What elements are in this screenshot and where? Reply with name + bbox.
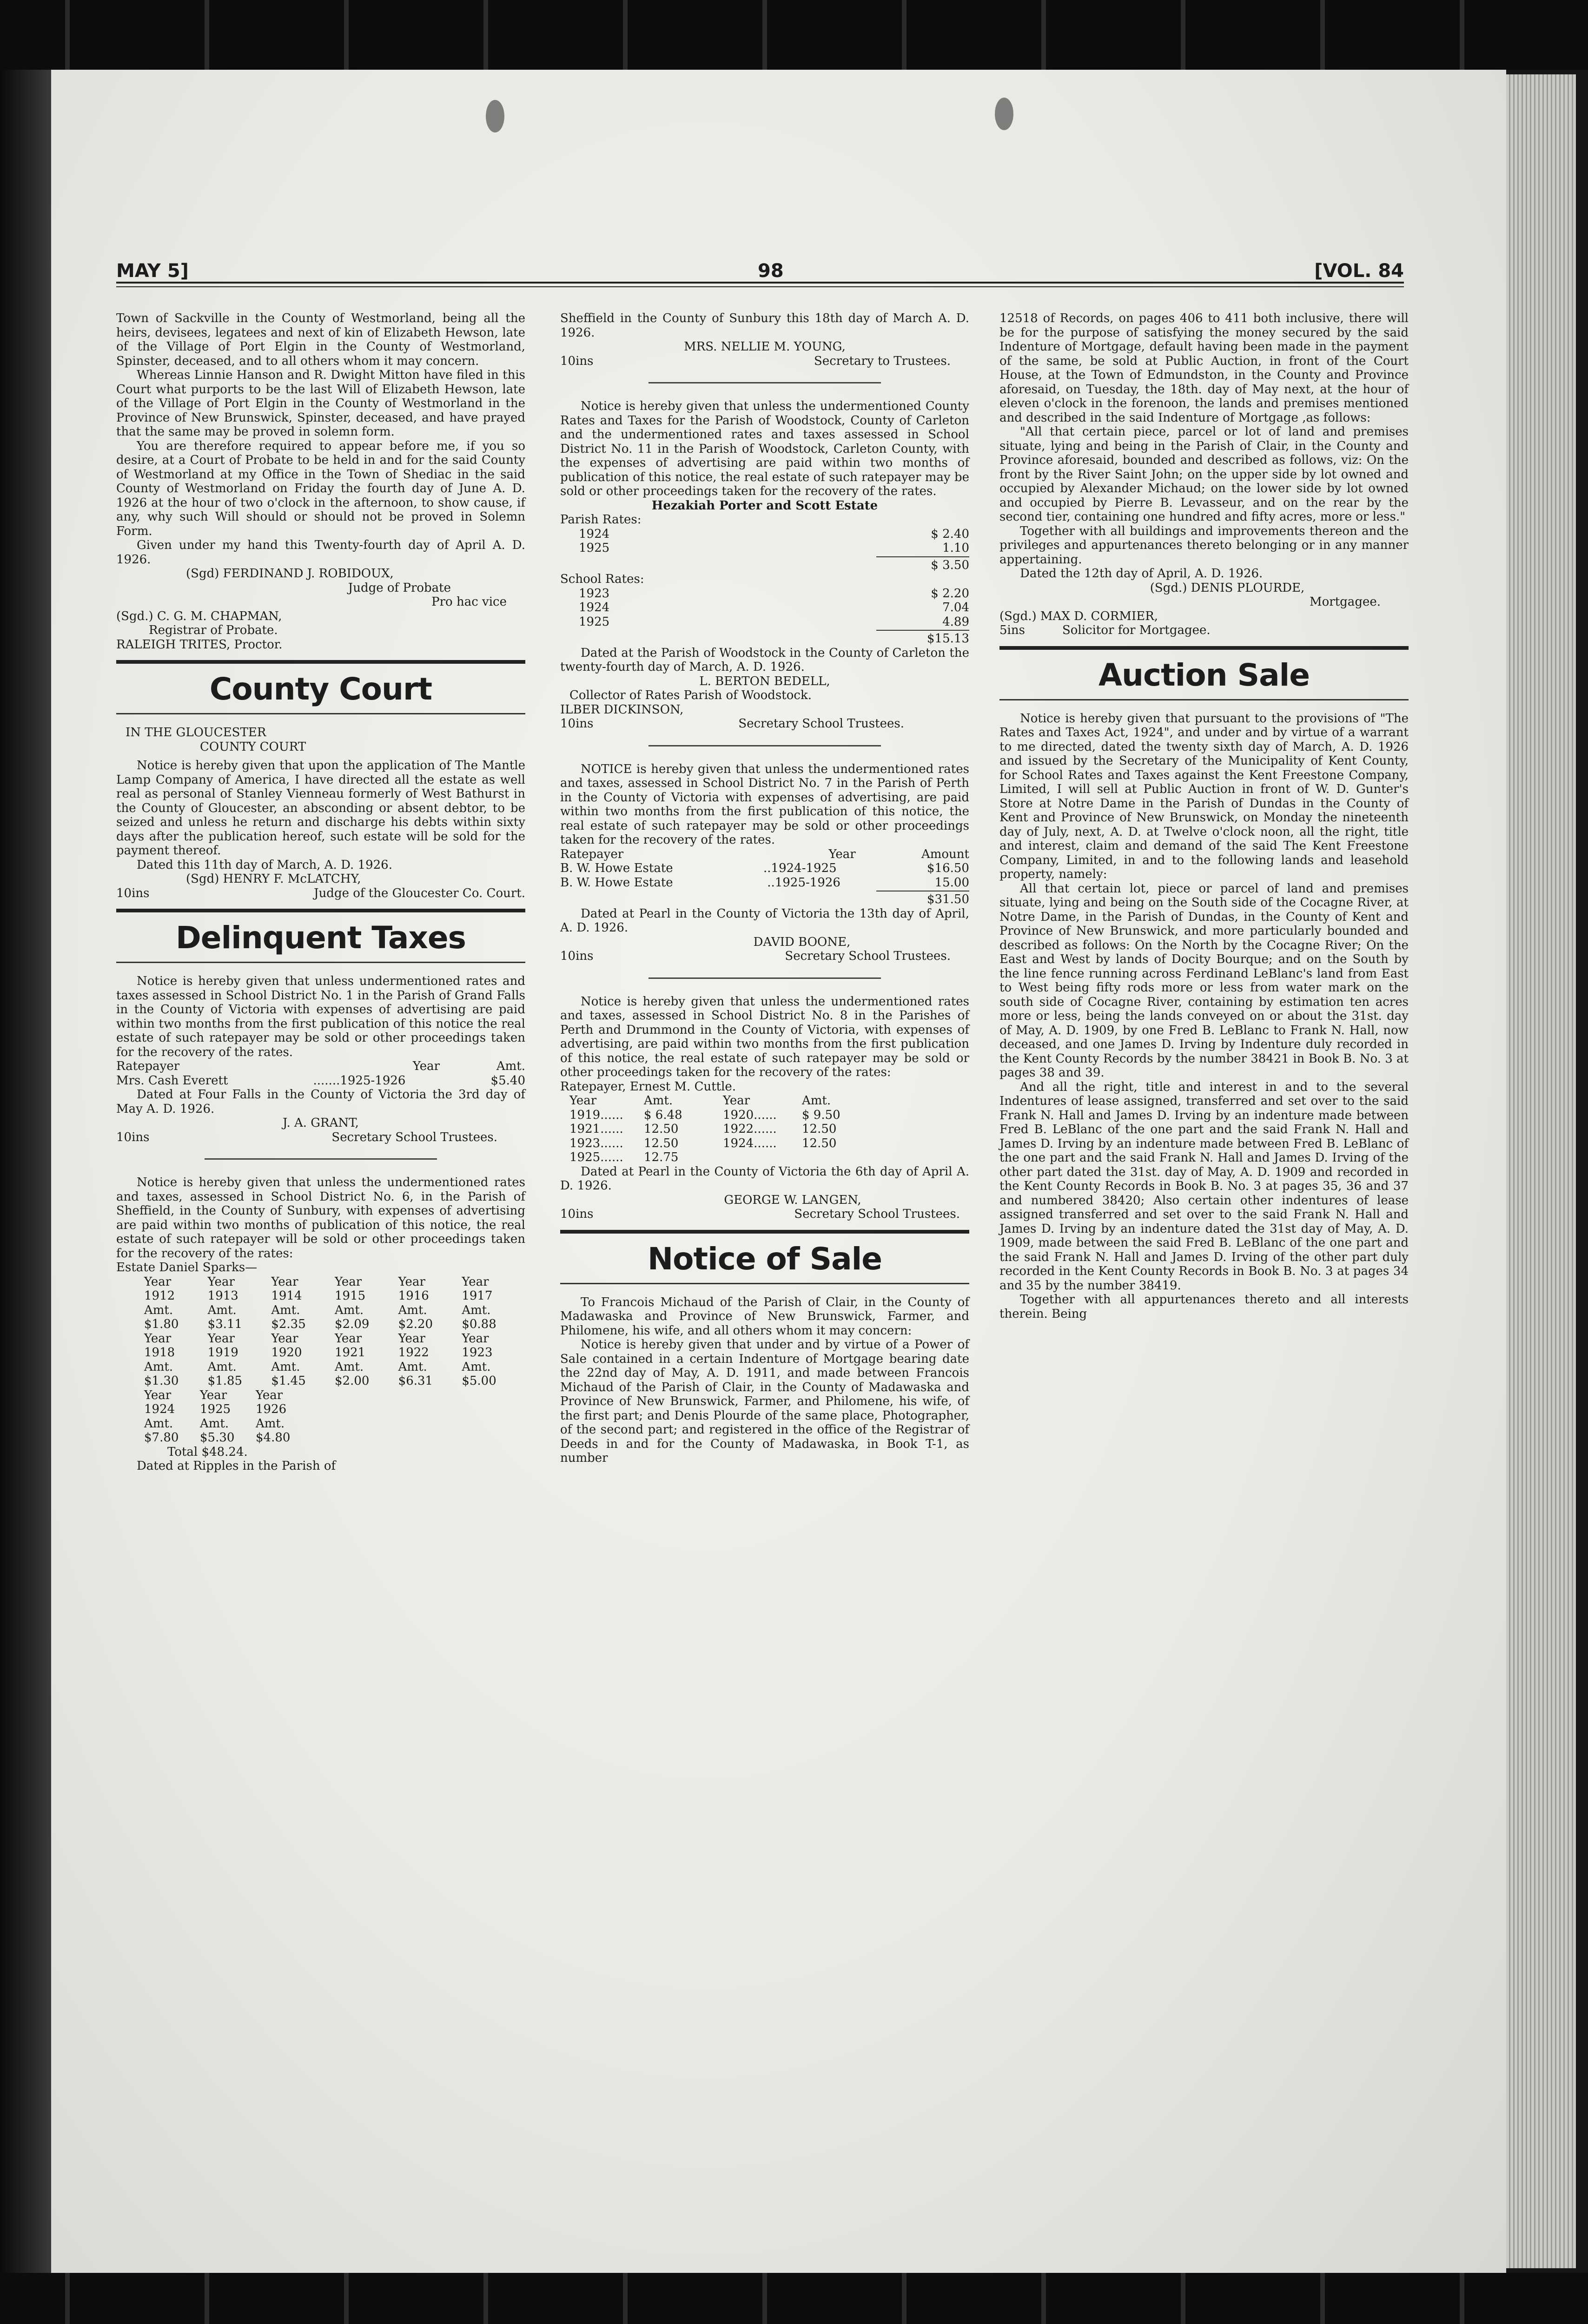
section-rule [560, 1230, 969, 1234]
woodstock-school-amount: $ 2.20 [931, 586, 969, 601]
column-2 [560, 311, 969, 1466]
perth-drummond-notice: Notice is hereby given that unless the undermentioned rates and taxes, assessed in School District No. 8 in the Parishes of Perth and Drummond in the County of Victoria, with expenses of advertising, are paid within two months from the first publication of this notice, the real estate of such ratepayer may be sold or other proceedings taken for the recovery of the rates: [560, 994, 969, 1079]
dt-ratepayer: Mrs. Cash Everett [116, 1073, 228, 1088]
perth-ratepayer: B. W. Howe Estate [560, 875, 673, 890]
table-cell: Year [723, 1094, 750, 1108]
table-cell: Year [335, 1331, 362, 1346]
table-cell: Amt. [462, 1303, 491, 1317]
proctor: RALEIGH TRITES, Proctor. [116, 637, 283, 652]
sheffield-tax-table-2 [116, 1388, 525, 1445]
perth-year: ..1924-1925 [763, 861, 837, 875]
county-court-signature: (Sgd) HENRY F. McLATCHY, [186, 872, 361, 886]
table-cell: 12.50 [644, 1136, 679, 1150]
table-cell: Year [569, 1094, 597, 1108]
county-court-dated: Dated this 11th day of March, A. D. 1926. [137, 858, 392, 872]
probate-signature: (Sgd) FERDINAND J. ROBIDOUX, [186, 567, 394, 581]
probate-whereas: Whereas Linnie Hanson and R. Dwight Mitton have filed in this Court what purports to be the last Will of Elizabeth Hewson, late of the Village of Port Elgin in the County of Westmorland in the Province of New Brunswick, Spinster, deceased, and have prayed that the same may be proved in solemn form. [116, 368, 525, 439]
registrar-signature: (Sgd.) C. G. M. CHAPMAN, [116, 609, 282, 623]
perth-amount: 15.00 [934, 875, 969, 890]
notice-separator [648, 977, 881, 979]
table-cell: $3.11 [207, 1317, 243, 1331]
table-cell: Year [398, 1274, 425, 1289]
woodstock-signature: L. BERTON BEDELL, [699, 674, 830, 688]
table-cell: Amt. [144, 1416, 173, 1431]
table-cell: 1914 [271, 1289, 302, 1303]
perth-col-ratepayer: Ratepayer [560, 847, 624, 861]
woodstock-signature-2: ILBER DICKINSON, [560, 702, 684, 717]
probate-intro: Town of Sackville in the County of Westmorland, being all the heirs, devisees, legatees and next of kin of Elizabeth Hewson, late of the Village of Port Elgin in the County of Westmorland, Spinster, deceased, and to all others whom it may concern. [116, 311, 525, 368]
table-cell: 1922 [398, 1346, 429, 1360]
probate-pro-hac-vice: Pro hac vice [431, 595, 507, 609]
notice-separator [648, 382, 881, 383]
section-rule [116, 962, 525, 963]
county-court-title-2: COUNTY COURT [200, 739, 306, 754]
punch-hole [995, 98, 1013, 130]
probate-given: Given under my hand this Twenty-fourth day of April A. D. 1926. [116, 538, 525, 567]
dt-col-amt: Amt. [496, 1059, 525, 1073]
table-cell: Amt. [271, 1303, 300, 1317]
delinquent-taxes-heading: Delinquent Taxes [176, 920, 466, 956]
table-cell: $2.35 [271, 1317, 306, 1331]
table-cell: $1.45 [271, 1374, 306, 1388]
dt-col-year: Year [412, 1059, 440, 1073]
table-cell: $1.30 [144, 1374, 179, 1388]
table-cell: 1921...... [569, 1122, 623, 1136]
perth-drummond-signature-title: Secretary School Trustees. [794, 1207, 960, 1221]
table-cell: $5.30 [200, 1431, 235, 1445]
table-cell: 1920...... [723, 1108, 777, 1122]
table-cell: $ 9.50 [802, 1108, 840, 1122]
table-cell: 1924...... [723, 1136, 777, 1150]
table-cell: Year [144, 1331, 172, 1346]
table-cell: $ 6.48 [644, 1108, 682, 1122]
table-cell: 1916 [398, 1289, 429, 1303]
sheffield-dated-cont: Sheffield in the County of Sunbury this 18th day of March A. D. 1926. [560, 311, 969, 340]
probate-judge-title: Judge of Probate [348, 581, 451, 595]
notice-of-sale-together: Together with all buildings and improvements thereon and the privileges and appurtenances thereto belonging or in any manner appertaining. [999, 524, 1409, 567]
table-cell: 1924 [144, 1402, 175, 1416]
table-cell: 12.50 [802, 1136, 837, 1150]
table-cell [802, 1150, 881, 1165]
auction-notice: Notice is hereby given that pursuant to the provisions of "The Rates and Taxes Act, 1924", and under and by virtue of a warrant to me directed, dated the twenty sixth day of March, A. D. 1926 and issued by the Secretary of the Municipality of Kent County, for School Rates and Taxes against the Kent Freestone Company, Limited, I will sell at Public Auction in front of W. D. Gunter's Store at Notre Dame in the Parish of Dundas in the County of Kent and Province of New Brunswick, on Monday the nineteenth day of July, next, A. D. at Twelve o'clock noon, all the right, title and interest, claim and demand of the said The Kent Freestone Company, Limited, in and to the following lands and leasehold property, namely: [999, 711, 1409, 881]
perth-drummond-tax-table [560, 1094, 969, 1165]
table-cell: Year [335, 1274, 362, 1289]
woodstock-parish-amount: $ 2.40 [931, 527, 969, 541]
county-court-heading: County Court [209, 671, 432, 707]
insertions-count: 10ins [116, 1130, 150, 1144]
perth-notice: NOTICE is hereby given that unless the undermentioned rates and taxes, assessed in School District No. 7 in the Parish of Perth in the County of Victoria with expenses of advertising, are paid within two months from the first publication of this notice, the real estate of such ratepayer may be sold or other proceedings taken for the recovery of the rates. [560, 762, 969, 847]
column-3 [999, 311, 1409, 1321]
table-cell: Year [271, 1331, 298, 1346]
mortgagee-title: Mortgagee. [1310, 595, 1381, 609]
dt-signature: J. A. GRANT, [283, 1116, 359, 1130]
table-cell: 1921 [335, 1346, 366, 1360]
table-cell: $6.31 [398, 1374, 433, 1388]
auction-together: Together with all appurtenances thereto and all interests therein. Being [999, 1293, 1409, 1321]
sheffield-signature: MRS. NELLIE M. YOUNG, [684, 340, 846, 354]
perth-drummond-ratepayer: Ratepayer, Ernest M. Cuttle. [560, 1079, 736, 1094]
table-cell: Amt. [398, 1303, 427, 1317]
perth-year: ..1925-1926 [767, 875, 840, 890]
table-cell: Amt. [144, 1360, 173, 1374]
volume-number: [VOL. 84 [1314, 260, 1404, 282]
table-cell: 1922...... [723, 1122, 777, 1136]
table-cell: $2.00 [335, 1374, 370, 1388]
table-cell: 1923...... [569, 1136, 623, 1150]
notice-of-sale-description: "All that certain piece, parcel or lot of land and premises situate, lying and being in the Parish of Clair, in the County and Province aforesaid, bounded and described as follows, viz: On the front by the River Saint John; on the upper side by lot owned and occupied by Alexander Michaud; on the lower side by lot owned and occupied by Pierre B. Levasseur, and on the rear by the second tier, containing one hundred and fifty acres, more or less." [999, 425, 1409, 524]
perth-dated: Dated at Pearl in the County of Victoria the 13th day of April, A. D. 1926. [560, 906, 969, 935]
perth-signature-title: Secretary School Trustees. [785, 949, 951, 963]
insertions-count: 5ins [999, 623, 1025, 637]
mortgagee-signature: (Sgd.) DENIS PLOURDE, [1150, 581, 1305, 595]
notice-of-sale-dated: Dated the 12th day of April, A. D. 1926. [1020, 567, 1263, 581]
county-court-notice: Notice is hereby given that upon the application of The Mantle Lamp Company of America, I have directed all the estate as well real as personal of Stanley Vienneau formerly of West Bathurst in the County of Gloucester, an absconding or absent debtor, to be seized and unless he return and discharge his debts within sixty days after the publication hereof, such estate will be sold for the payment thereof. [116, 759, 525, 858]
table-cell: Year [144, 1388, 172, 1402]
table-cell: 1923 [462, 1346, 493, 1360]
table-cell: Year [256, 1388, 283, 1402]
table-cell: $5.00 [462, 1374, 496, 1388]
table-cell: 1912 [144, 1289, 175, 1303]
sheffield-dated: Dated at Ripples in the Parish of [137, 1459, 336, 1473]
table-cell: $2.09 [335, 1317, 370, 1331]
sheffield-signature-title: Secretary to Trustees. [814, 354, 951, 368]
table-cell: $2.20 [398, 1317, 433, 1331]
delinquent-notice: Notice is hereby given that unless undermentioned rates and taxes assessed in School District No. 1 in the Parish of Grand Falls in the County of Victoria with expenses of advertising are paid within two months from the first publication of this notice the real estate of such ratepayer may be sold or other proceedings taken for the recovery of the rates. [116, 974, 525, 1059]
table-cell: Year [271, 1274, 298, 1289]
registrar-title: Registrar of Probate. [149, 623, 278, 637]
page-edges [1506, 74, 1576, 2268]
section-rule [116, 660, 525, 664]
table-cell: Amt. [207, 1360, 237, 1374]
table-cell: 12.50 [802, 1122, 837, 1136]
dt-amount: $5.40 [490, 1073, 525, 1088]
section-rule [116, 713, 525, 714]
dt-col-ratepayer: Ratepayer [116, 1059, 180, 1073]
notice-separator [648, 745, 881, 746]
notice-separator [205, 1158, 437, 1160]
woodstock-school-rates-label: School Rates: [560, 572, 644, 586]
perth-ratepayer: B. W. Howe Estate [560, 861, 673, 875]
table-cell: 1925 [200, 1402, 231, 1416]
woodstock-parish-year: 1925 [579, 541, 610, 555]
insertions-count: 10ins [560, 717, 594, 731]
table-cell: Year [144, 1274, 172, 1289]
running-header [116, 260, 1404, 297]
table-cell: 1926 [256, 1402, 287, 1416]
page-number: 98 [758, 260, 784, 282]
woodstock-parish-rates-label: Parish Rates: [560, 513, 642, 527]
header-date: MAY 5] [116, 260, 189, 282]
header-rule [116, 282, 1404, 284]
sheffield-notice: Notice is hereby given that unless the undermentioned rates and taxes, assessed in School District No. 6, in the Parish of Sheffield, in the County of Sunbury, with expenses of advertising are paid within two months of publication of this notice, the real estate of such ratepayer will be sold or other proceedings taken for the recovery of the rates: [116, 1175, 525, 1261]
county-court-judge-title: Judge of the Gloucester Co. Court. [314, 886, 525, 900]
table-cell: Year [207, 1331, 235, 1346]
sum-rule [876, 630, 969, 631]
table-cell: 1919 [207, 1346, 238, 1360]
auction-rights: And all the right, title and interest in and to the several Indentures of lease assigned, transferred and set over to the said Frank N. Hall and James D. Irving by an indenture made between Fred B. LeBlanc of the one part and the said Frank N. Hall and James D. Irving by an indenture made between Fred B. LeBlanc of the one part and the said Frank N. Hall and James D. Irving of the other part dated the 31st. day of May, A. D. 1909 and recorded in the Kent County Records in Book B. No. 3 at pages 35, 36 and 37 and numbered 38420; Also certain other indentures of lease assigned transferred and set over to the said Frank N. Hall and James D. Irving by an indenture dated the 31st day of May, A. D. 1909, made between the said Fred B. LeBlanc of the one part and the said Frank N. Hall and James D. Irving of the other part duly recorded in the Kent County Records in Book B. No. 3 at pages 34 and 35 by the number 38419. [999, 1080, 1409, 1293]
auction-sale-heading: Auction Sale [1098, 657, 1310, 693]
table-cell: Year [398, 1331, 425, 1346]
header-rule-thin [116, 286, 1404, 287]
perth-drummond-dated: Dated at Pearl in the County of Victoria the 6th day of April A. D. 1926. [560, 1164, 969, 1193]
woodstock-parish-year: 1924 [579, 527, 610, 541]
insertions-count: 10ins [560, 354, 594, 368]
sheffield-estate: Estate Daniel Sparks— [116, 1261, 258, 1274]
table-cell: 12.50 [644, 1122, 679, 1136]
gazette-page [51, 70, 1506, 2273]
section-rule [999, 699, 1409, 700]
woodstock-school-amount: 7.04 [942, 601, 969, 614]
woodstock-dated: Dated at the Parish of Woodstock in the County of Carleton the twenty-fourth day of March, A. D. 1926. [560, 646, 969, 674]
woodstock-school-year: 1924 [579, 601, 610, 614]
notice-of-sale-cont: 12518 of Records, on pages 406 to 411 both inclusive, there will be for the purpose of satisfying the money secured by the said Indenture of Mortgage, default having been made in the payment of the same, be sold at Public Auction, in front of the Court House, at the Town of Edmundston, in the County and Province aforesaid, on Tuesday, the 18th. day of May next, at the hour of eleven o'clock in the forenoon, the lands and premises mentioned and described in the said Indenture of Mortgage ,as follows: [999, 311, 1409, 425]
table-cell: Amt. [644, 1094, 673, 1108]
sum-rule [876, 556, 969, 557]
table-cell: Amt. [144, 1303, 173, 1317]
table-cell: 1919...... [569, 1108, 623, 1122]
county-court-title-1: IN THE GLOUCESTER [126, 726, 266, 739]
table-cell: 1925...... [569, 1150, 623, 1164]
woodstock-school-year: 1923 [579, 586, 610, 601]
notice-of-sale-heading: Notice of Sale [647, 1241, 882, 1277]
binding-edge [0, 70, 51, 2273]
notice-of-sale-body: Notice is hereby given that under and by virtue of a Power of Sale contained in a certain Indenture of Mortgage bearing date the 22nd day of May, A. D. 1911, and made between Francois Michaud of the Parish of Clair, in the County of Madawaska and Province of New Brunswick, Farmer, and Philomene, his wife, of the first part; and Denis Plourde of the same place, Photographer, of the second part; and registered in the office of the Registrar of Deeds in and for the County of Madawaska, in Book T-1, as number [560, 1338, 969, 1465]
table-cell: Amt. [462, 1360, 491, 1374]
insertions-count: 10ins [560, 1207, 594, 1221]
sheffield-tax-table [116, 1275, 525, 1388]
table-cell: Year [207, 1274, 235, 1289]
woodstock-signature-title: Collector of Rates Parish of Woodstock. [569, 688, 812, 702]
section-rule [560, 1283, 969, 1284]
solicitor-signature: (Sgd.) MAX D. CORMIER, [999, 609, 1158, 623]
table-cell: Amt. [200, 1416, 229, 1431]
table-cell: Amt. [271, 1360, 300, 1374]
table-cell: 12.75 [644, 1150, 679, 1164]
perth-drummond-signature: GEORGE W. LANGEN, [724, 1193, 861, 1207]
table-cell: 1915 [335, 1289, 366, 1303]
table-cell: $4.80 [256, 1431, 291, 1445]
solicitor-title: Solicitor for Mortgagee. [1062, 623, 1211, 637]
column-1 [116, 311, 525, 1473]
perth-amount: $16.50 [927, 861, 969, 875]
woodstock-school-year: 1925 [579, 614, 610, 629]
auction-lot-description: All that certain lot, piece or parcel of land and premises situate, lying and being on the South side of the Cocagne River, at Notre Dame, in the Parish of Dundas, in the County of Kent and Province of New Brunswick, and more particularly bounded and described as follows: On the North by the Cocagne River; On the East and West by lands of Docity Bourque; and on the South by the line fence running across Ferdinand LeBlanc's land from East to West being fifty rods more or less from water mark on the south side of Cocagne River, containing by estimation ten acres more or less, being the lands conveyed on or about the 31st. day of May, A. D. 1909, by one Fred B. LeBlanc to Frank N. Hall, now deceased, and one James D. Irving by Indenture duly recorded in the Kent County Records by the number 38421 in Book B. No. 3 at pages 38 and 39. [999, 881, 1409, 1080]
table-cell: Amt. [207, 1303, 237, 1317]
film-frame-top [0, 0, 1588, 70]
film-frame-bottom [0, 2273, 1588, 2324]
table-cell: Amt. [335, 1360, 364, 1374]
sheffield-total: Total $48.24. [167, 1445, 248, 1459]
perth-total: $31.50 [927, 892, 969, 906]
probate-required: You are therefore required to appear before me, if you so desire, at a Court of Probate to be held in and for the said County of Westmorland at my Office in the Town of Shediac in the said County of Westmorland on Friday the fourth day of June A. D. 1926 at the hour of two o'clock in the afternoon, to show cause, if any, why such Will should or should not be proved in Solemn Form. [116, 439, 525, 538]
woodstock-signature-2-title: Secretary School Trustees. [738, 717, 904, 731]
dt-signature-title: Secretary School Trustees. [331, 1130, 497, 1144]
woodstock-parish-amount: 1.10 [942, 541, 969, 555]
punch-hole [486, 100, 504, 132]
dt-year: .......1925-1926 [313, 1073, 406, 1088]
table-cell: $0.88 [462, 1317, 496, 1331]
table-cell: 1918 [144, 1346, 175, 1360]
perth-col-amount: Amount [921, 847, 969, 861]
insertions-count: 10ins [116, 886, 150, 900]
insertions-count: 10ins [560, 949, 594, 963]
table-cell: $7.80 [144, 1431, 179, 1445]
table-cell: 1917 [462, 1289, 493, 1303]
perth-signature: DAVID BOONE, [753, 935, 851, 949]
woodstock-parish-sum: $ 3.50 [931, 558, 969, 572]
table-cell: Amt. [398, 1360, 427, 1374]
woodstock-school-amount: 4.89 [942, 614, 969, 629]
table-cell [723, 1150, 802, 1165]
table-cell: Year [462, 1274, 489, 1289]
table-cell: 1920 [271, 1346, 302, 1360]
section-rule [116, 909, 525, 912]
table-cell: Amt. [256, 1416, 285, 1431]
notice-of-sale-addressee: To Francois Michaud of the Parish of Clair, in the County of Madawaska and Province of New Brunswick, Farmer, and Philomene, his wife, and all others whom it may concern: [560, 1295, 969, 1338]
table-cell: 1913 [207, 1289, 238, 1303]
woodstock-notice: Notice is hereby given that unless the undermentioned County Rates and Taxes for the Parish of Woodstock, County of Carleton and the undermentioned rates and taxes assessed in School District No. 11 in the Parish of Woodstock, Carleton County, with the expenses of advertising are paid within two months of publication of this notice, the real estate of such ratepayer may be sold or other proceedings taken for the recovery of the rates. [560, 399, 969, 498]
table-cell: $1.80 [144, 1317, 179, 1331]
table-cell: Year [462, 1331, 489, 1346]
table-cell: Year [200, 1388, 227, 1402]
woodstock-total: $15.13 [927, 632, 969, 646]
table-cell: $1.85 [207, 1374, 243, 1388]
section-rule [999, 646, 1409, 650]
perth-col-year: Year [828, 847, 856, 861]
dt-dated: Dated at Four Falls in the County of Victoria the 3rd day of May A. D. 1926. [116, 1088, 525, 1116]
table-cell: Amt. [802, 1094, 831, 1108]
woodstock-estate: Hezakiah Porter and Scott Estate [651, 498, 878, 513]
table-cell: Amt. [335, 1303, 364, 1317]
